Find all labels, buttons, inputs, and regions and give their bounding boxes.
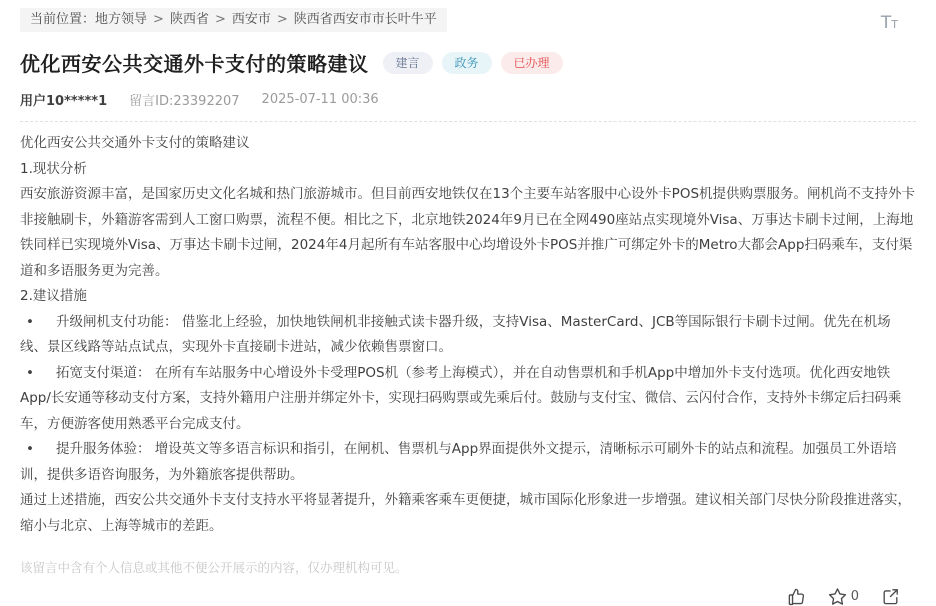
status-tag: 已办理 [501,52,563,74]
status-tag: 政务 [442,52,492,74]
like-button[interactable] [787,587,806,606]
breadcrumb-item[interactable]: 陕西省西安市市长叶牛平 [293,12,437,27]
message-paragraph: 2.建议措施 [20,288,87,304]
action-bar [20,587,916,606]
message-paragraph: 1.现状分析 [20,160,87,177]
breadcrumb [20,8,447,32]
share-icon [881,587,900,606]
star-icon [828,587,847,606]
message-paragraph: • 拓宽支付渠道： 在所有车站服务中心增设外卡受理POS机（参考上海模式），并在自动售票机和手机App中增加外卡支付选项。优化西安地铁App/长安通等移动支付方案，支持外籍用户注册并绑定外卡，实现扫码购票或先乘后付。鼓励与支付宝、微信、云闪付合作，支持外卡绑定后扫码乘车，方便游客使用熟悉平台完成支付。 [20,361,916,438]
title-row [20,48,916,77]
bullet-marker: • [26,441,34,457]
share-button[interactable] [881,587,900,606]
status-tag: 建言 [383,52,433,74]
message-paragraph: • 升级闸机支付功能： 借鉴北上经验，加快地铁闸机非接触式读卡器升级，支持Visa、MasterCard、JCB等国际银行卡刷卡过闸。优先在机场线、景区线路等站点试点，实现外卡直接刷卡进站，减少依赖售票窗口。 [20,310,916,361]
bullet-marker: • [26,364,34,381]
message-paragraph: 通过上述措施，西安公共交通外卡支付支持水平将显著提升，外籍乘客乘车更便捷，城市国际化形象进一步增强。建议相关部门尽快分阶段推进落实，缩小与北京、上海等城市的差距。 [20,492,911,534]
message-paragraph: 西安旅游资源丰富，是国家历史文化名城和热门旅游城市。但目前西安地铁仅在13个主要车站客服中心设外卡POS机提供购票服务。闸机尚不支持外卡非接触刷卡，外籍游客需到人工窗口购票，流程不便。相比之下，北京地铁2024年9月已在全网490座站点实现境外Visa、万事达卡刷卡过闸，上海地铁同样已实现境外Visa、万事达卡刷卡过闸，2024年4月起所有车站客服中心均增设外卡POS并推广可绑定外卡的Metro大都会App扫码乘车，支付渠道和多语服务更为完善。 [20,186,916,279]
bullet-marker: • [26,313,34,330]
thumbs-up-icon [787,587,806,606]
font-size-toggle-icon[interactable]: TT [880,13,898,33]
breadcrumb-item[interactable]: 地方领导 [95,12,148,27]
message-paragraph: • 提升服务体验： 增设英文等多语言标识和指引，在闸机、售票机与App界面提供外文提示，清晰标示可刷外卡的站点和流程。加强员工外语培训，提供多语咨询服务，为外籍旅客提供帮助。 [20,437,916,488]
message-id: 留言ID:23392207 [129,94,240,109]
meta-row [20,90,916,109]
breadcrumb-label: 当前位置： [30,12,96,27]
breadcrumb-item[interactable]: 陕西省 [169,12,209,27]
favorite-count: 0 [850,589,859,604]
privacy-note: 该留言中含有个人信息或其他不便公开展示的内容，仅办理机构可见。 [20,560,408,575]
message-paragraph: 优化西安公共交通外卡支付的策略建议 [20,135,250,151]
dashed-divider [20,121,916,122]
message-date: 2025-07-11 00:36 [261,92,379,107]
tag-list [383,52,563,74]
breadcrumb-separator: > [153,12,164,27]
breadcrumb-item[interactable]: 西安市 [231,12,271,27]
message-content [20,131,916,539]
breadcrumb-separator: > [214,12,226,27]
top-bar [20,0,916,34]
breadcrumb-separator: > [276,12,288,27]
favorite-button[interactable] [828,587,859,606]
page-title: 优化西安公共交通外卡支付的策略建议 [20,52,369,76]
user-name: 用户10*****1 [20,94,108,109]
